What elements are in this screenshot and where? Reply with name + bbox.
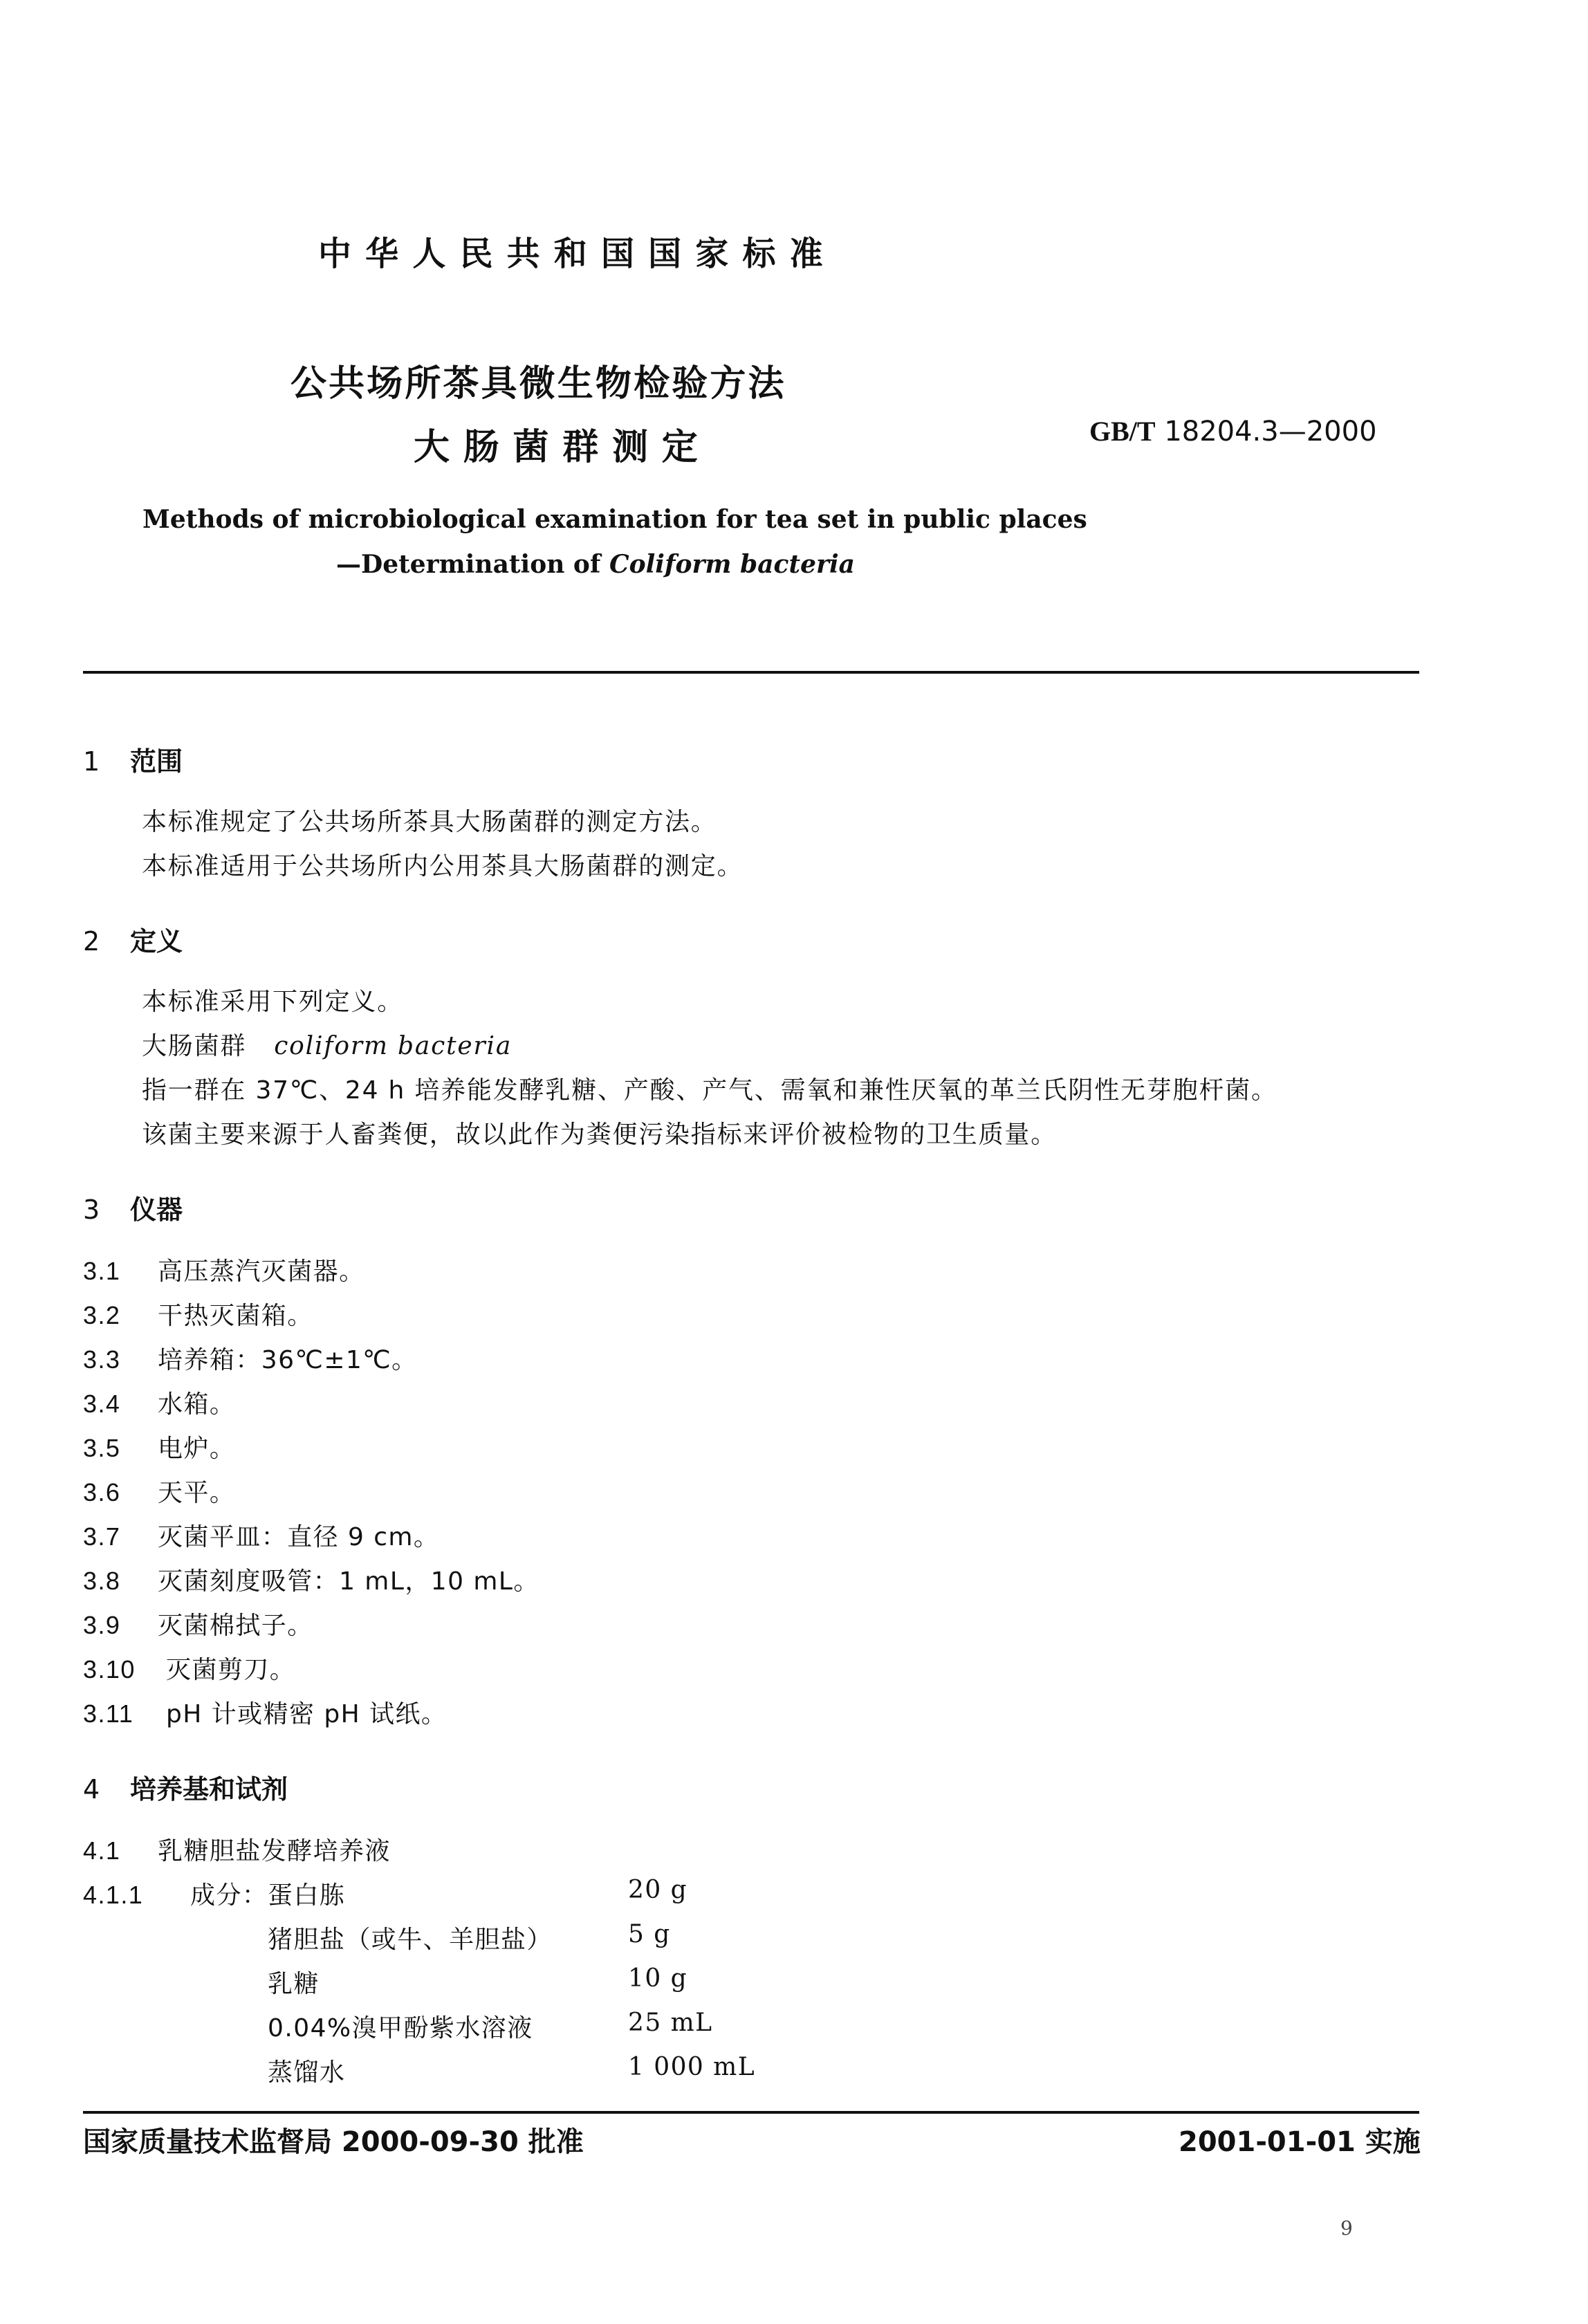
apparatus-item: [83, 1473, 235, 1509]
ingredient-name: 猪胆盐（或牛、羊胆盐）: [268, 1926, 553, 1954]
item-text: 灭菌棉拭子。: [158, 1612, 313, 1640]
item-number: 3.1: [83, 1257, 121, 1285]
item-text: 灭菌剪刀。: [166, 1656, 296, 1684]
english-title-line1: Methods of microbiological examination for tea set in public places: [142, 505, 1087, 534]
subsection-title: 乳糖胆盐发酵培养液: [158, 1837, 391, 1865]
subsection-number: 4.1: [83, 1836, 121, 1865]
section-2-intro: 本标准采用下列定义。: [142, 988, 404, 1016]
section-number: 1: [83, 746, 100, 777]
item-text: 培养箱：36℃±1℃。: [158, 1346, 418, 1374]
section-3-heading: [83, 1188, 183, 1226]
standard-number-block: [1089, 415, 1377, 448]
section-1-paragraph: 本标准规定了公共场所茶具大肠菌群的测定方法。: [142, 808, 717, 836]
document-title-line1: 公共场所茶具微生物检验方法: [290, 363, 786, 405]
ingredient-amount: 1 000 mL: [628, 2053, 756, 2081]
item-number: 3.5: [83, 1434, 121, 1462]
approval-statement: 国家质量技术监督局 2000-09-30 批准: [83, 2126, 584, 2158]
section-1-heading: [83, 740, 183, 778]
item-text: 干热灭菌箱。: [158, 1302, 313, 1330]
document-title-line2: 大肠菌群测定: [414, 427, 712, 468]
term-english: coliform bacteria: [274, 1032, 513, 1060]
item-number: 3.4: [83, 1390, 121, 1418]
definition-term: [142, 1026, 512, 1062]
section-title: 定义: [130, 926, 183, 957]
apparatus-item: [83, 1296, 313, 1331]
item-text: 灭菌平皿：直径 9 cm。: [158, 1523, 440, 1551]
page-number: 9: [1340, 2217, 1353, 2240]
effective-date: 2001-01-01 实施: [1179, 2126, 1421, 2158]
ingredient-amount: 25 mL: [628, 2009, 713, 2037]
ingredient-name: 蛋白胨: [268, 1881, 346, 1910]
section-number: 2: [83, 926, 100, 957]
subsection-4-1-1: [83, 1876, 268, 1911]
ingredient-name: 0.04%溴甲酚紫水溶液: [268, 2014, 533, 2042]
section-2-heading: [83, 920, 183, 958]
item-text: 灭菌刻度吸管：1 mL，10 mL。: [158, 1567, 539, 1596]
ingredient-amount: 5 g: [628, 1920, 671, 1948]
ingredient-name: 蒸馏水: [268, 2058, 346, 2087]
item-number: 3.11: [83, 1699, 134, 1728]
apparatus-item: [83, 1340, 418, 1376]
composition-label: 成分：: [190, 1881, 268, 1910]
section-title: 培养基和试剂: [130, 1774, 288, 1805]
item-text: 水箱。: [158, 1390, 236, 1419]
item-number: 3.7: [83, 1522, 121, 1551]
item-text: 高压蒸汽灭菌器。: [158, 1257, 365, 1286]
apparatus-item: [83, 1650, 295, 1686]
item-number: 3.9: [83, 1611, 121, 1639]
apparatus-item: [83, 1562, 539, 1597]
english-title-prefix: —Determination of: [336, 550, 609, 579]
item-number: 3.10: [83, 1655, 136, 1684]
item-text: 电炉。: [158, 1435, 236, 1463]
apparatus-item: [83, 1429, 235, 1464]
subsection-4-1: [83, 1832, 391, 1867]
item-number: 3.2: [83, 1301, 121, 1329]
section-number: 4: [83, 1774, 100, 1805]
issuing-organization: 中华人民共和国国家标准: [318, 234, 837, 273]
ingredient-amount: 10 g: [628, 1964, 688, 1993]
term-chinese: 大肠菌群: [142, 1032, 247, 1060]
section-4-heading: [83, 1768, 288, 1806]
footer-divider: [83, 2111, 1419, 2114]
section-1-paragraph: 本标准适用于公共场所内公用茶具大肠菌群的测定。: [142, 852, 744, 880]
apparatus-item: [83, 1518, 439, 1553]
definition-text: 该菌主要来源于人畜粪便，故以此作为粪便污染指标来评价被检物的卫生质量。: [142, 1120, 1058, 1149]
subsection-number: 4.1.1: [83, 1881, 144, 1909]
item-number: 3.8: [83, 1567, 121, 1595]
ingredient-name: 乳糖: [268, 1970, 320, 1998]
apparatus-item: [83, 1695, 447, 1730]
apparatus-item: [83, 1606, 313, 1641]
header-divider: [83, 671, 1419, 674]
section-number: 3: [83, 1195, 100, 1225]
section-title: 仪器: [130, 1195, 183, 1225]
english-title-italic: Coliform bacteria: [609, 550, 855, 579]
standard-number: 18204.3—2000: [1164, 416, 1377, 448]
apparatus-item: [83, 1252, 365, 1287]
item-text: pH 计或精密 pH 试纸。: [166, 1700, 447, 1728]
item-number: 3.3: [83, 1345, 121, 1374]
apparatus-item: [83, 1385, 235, 1420]
english-title-line2: [336, 550, 855, 579]
standard-prefix: GB/T: [1089, 416, 1156, 447]
ingredient-amount: 20 g: [628, 1876, 688, 1904]
definition-text: 指一群在 37℃、24 h 培养能发酵乳糖、产酸、产气、需氧和兼性厌氧的革兰氏阴性无芽胞杆菌。: [142, 1076, 1277, 1105]
item-text: 天平。: [158, 1479, 236, 1507]
item-number: 3.6: [83, 1478, 121, 1506]
section-title: 范围: [130, 746, 183, 777]
